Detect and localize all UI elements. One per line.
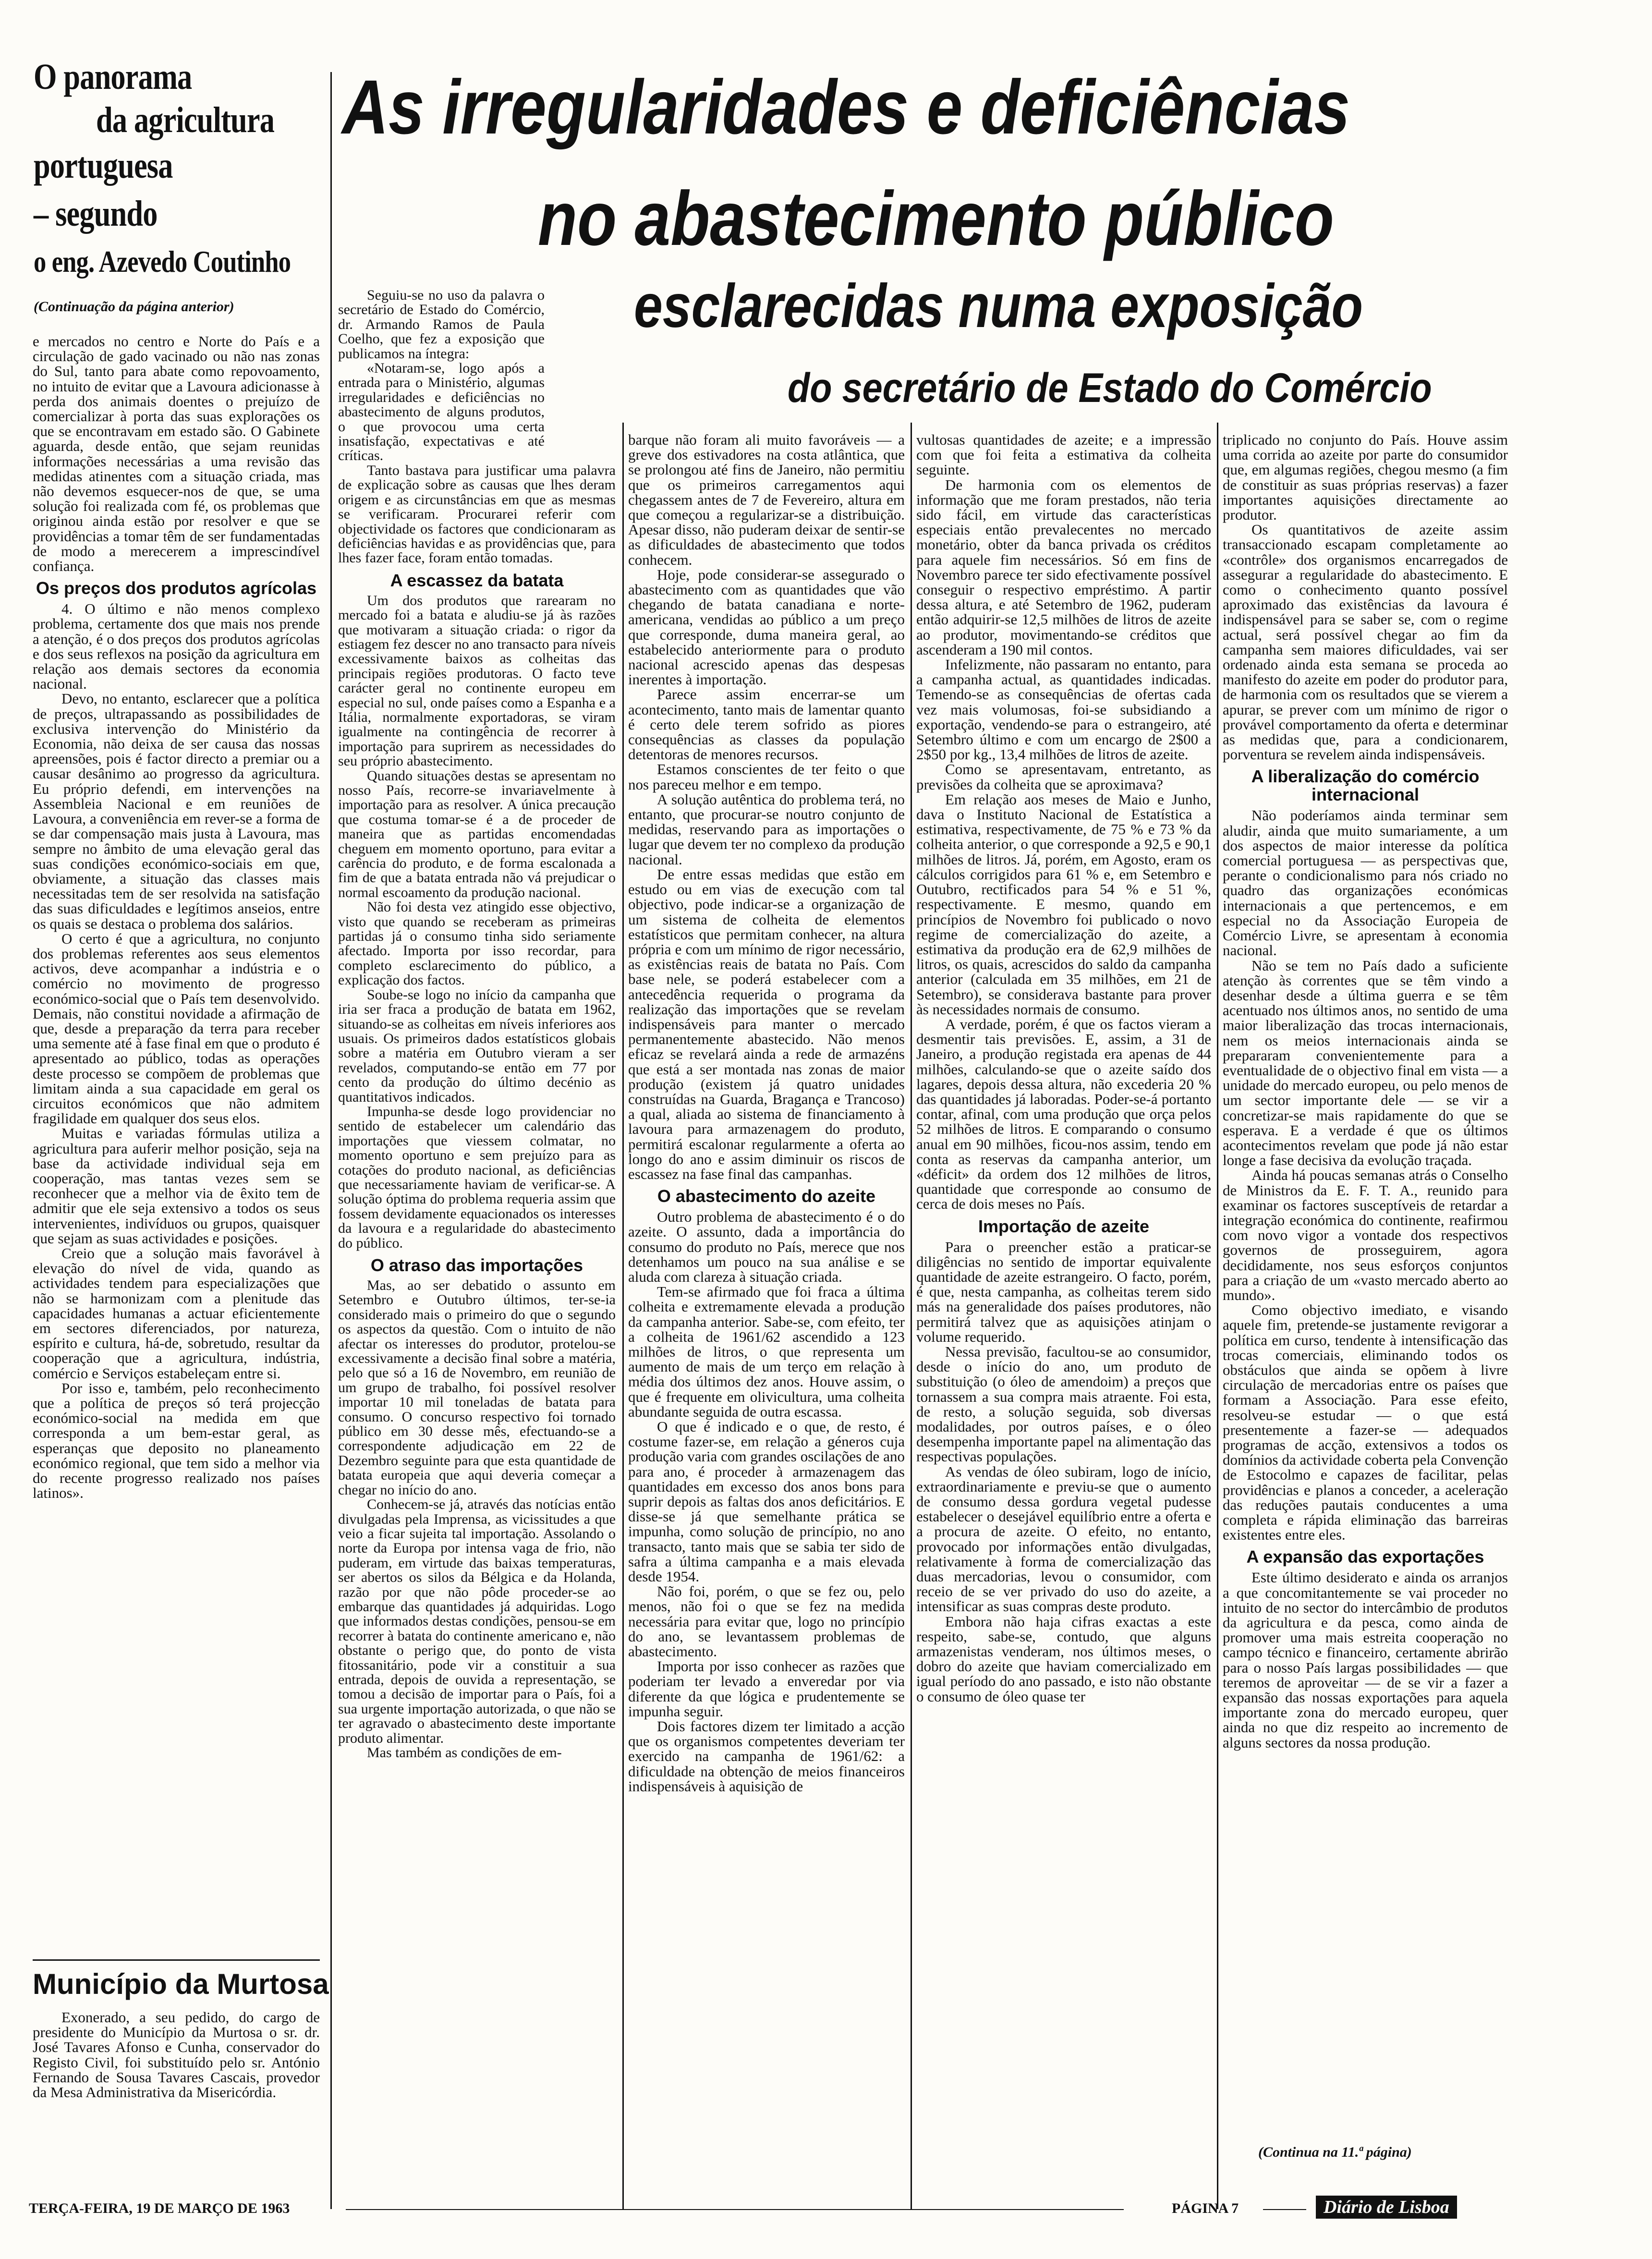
side-headline-line5: o eng. Azevedo Coutinho: [34, 244, 291, 279]
section-heading-batata: A escassez da batata: [390, 570, 564, 590]
footer-rule-left: [346, 2209, 1124, 2210]
footer-page-number: PÁGINA 7: [1172, 2200, 1239, 2216]
paragraph: Não foi, porém, o que se fez ou, pelo menos, não foi o que se fez na medida necessária para evitar que, logo no princípio do ano, se levantassem problemas de abastecimento.: [628, 1583, 905, 1660]
paragraph: Em relação aos meses de Maio e Junho, dava o Instituto Nacional de Estatística a estimativa, respectivamente, de 75 % e 73 % da colheita anterior, o que corresponde a 92,5 e 90,1 milhões de litros. Já, porém, em Agosto, eram os cálculos corrigidos para 61 % e, em Setembro e Outubro, rectificados para 54 % e 51 %, respectivamente. E mesmo, quando em princípios de Novembro foi publicado o novo regime de comercialização do azeite, a estimativa da produção era de 62,9 milhões de litros, os quais, acrescidos do saldo da campanha anterior (calculada em 35 milhões, em 21 de Setembro), se considerava bastante para prover às necessidades normais de consumo.: [916, 790, 1211, 1018]
paragraph: Infelizmente, não passaram no entanto, para a campanha actual, as quantidades indicadas. Temendo-se as consequências de ofertas cada vez mais volumosas, foi-se subsidiando a exportação, vendendo-se para o estrangeiro, até Setembro último e com um encargo de 2$00 a 2$50 por kg., 13,4 milhões de litros de azeite.: [916, 656, 1211, 763]
article-column-2: [338, 288, 616, 2135]
main-headline-line3: esclarecidas numa exposição: [634, 272, 1363, 340]
side-headline-line4: – segundo: [34, 194, 158, 234]
paragraph: Como objectivo imediato, e visando aquele fim, pretende-se justamente revigorar a política em curso, tendente à intensificação das trocas comerciais, eliminando todos os obstáculos que ainda se opõem à livre circulação de mercadorias entre os países que formam a Associação. Para esse efeito, resolveu-se estudar — o que está presentemente a fazer-se — adequados programas de acção, extensivos a todos os domínios da actividade coberta pela Convenção de Estocolmo e capazes de facilitar, pelas providências e planos a conceder, a aceleração das reduções pautais conducentes a uma completa e rápida eliminação das barreiras existentes entre eles.: [1223, 1301, 1508, 1543]
paragraph: Tem-se afirmado que foi fraca a última colheita e extremamente elevada a produção da campanha anterior. Sabe-se, com efeito, ter a colheita de 1961/62 ascendido a 123 milhões de litros, o que representa um aumento de mais de um terço em relação à média dos últimos dez anos. Houve assim, o que é frequente em olivicultura, uma colheita abundante seguida de outra escassa.: [628, 1283, 905, 1420]
paragraph: Estamos conscientes de ter feito o que nos pareceu melhor e em tempo.: [628, 761, 905, 793]
paragraph: triplicado no conjunto do País. Houve assim uma corrida ao azeite por parte do consumidor que, em algumas regiões, chegou mesmo (a fim de constituir as suas próprias reservas) a fazer importantes aquisições directamente ao produtor.: [1223, 432, 1508, 523]
paragraph: Para o preencher estão a praticar-se diligências no sentido de importar equivalente quantidade de azeite estrangeiro. O facto, porém, é que, nesta campanha, as colheitas terem sido más na generalidade dos países produtores, não permitirá talvez que as aquisições atinjam o volume requerido.: [916, 1238, 1211, 1345]
paragraph: Não poderíamos ainda terminar sem aludir, ainda que muito sumariamente, a um dos aspectos de maior interesse da política comercial portuguesa — as perspectivas que, perante o condicionalismo para nós criado no quadro das organizações económicas internacionais a que pertencemos, e em especial no da Associação Europeia de Comércio Livre, se apresentam à economia nacional.: [1223, 807, 1508, 959]
main-headline-line4: do secretário de Estado do Comércio: [788, 365, 1432, 411]
paragraph: De harmonia com os elementos de informação que me foram prestados, não teria sido fácil, em virtude das características especiais então prevalecentes no mercado monetário, obter da banca privada os créditos para aquele fim necessários. Só em fins de Novembro parece ter sido efectivamente possível conseguir o respectivo empréstimo. A partir dessa altura, e até Setembro de 1962, puderam então adquirir-se 12,5 milhões de litros de azeite ao produtor, movimentando-se créditos que ascenderam a 190 mil contos.: [916, 476, 1211, 658]
paragraph: Hoje, pode considerar-se assegurado o abastecimento com as quantidades que vão chegando de batata canadiana e norte-americana, vendidas ao público a um preço que corresponde, duma maneira geral, ao estabelecido anteriormente para o produto nacional acrescido apenas das despesas inerentes à importação.: [628, 566, 905, 688]
section-heading-exportacoes: A expansão das exportações: [1246, 1547, 1484, 1567]
footer-rule-right: [1263, 2209, 1306, 2210]
paragraph: Um dos produtos que rarearam no mercado foi a batata e aludiu-se já às razões que motivaram a situação criada: o rigor da estiagem fez descer no ano transacto para níveis excessivamente baixos as colheitas das principais regiões produtoras. O facto teve carácter geral no continente europeu em especial no sul, onde países como a Espanha e a Itália, normalmente exportadoras, se viram igualmente na contingência de recorrer à importação para suprirem as necessidades do seu próprio abastecimento.: [338, 592, 616, 769]
footer-date: TERÇA-FEIRA, 19 DE MARÇO DE 1963: [29, 2200, 290, 2216]
side-continuation: (Continuação da página anterior): [34, 299, 234, 315]
paragraph: O que é indicado e o que, de resto, é costume fazer-se, em relação a géneros cuja produção varia com grandes oscilações de ano para ano, é proceder à armazenagem das quantidades em excesso dos anos bons para suprir depois as faltas dos anos deficitários. E disse-se já que semelhante prática se impunha, como solução de princípio, no ano transacto, tanto mais que se sabia ter sido de safra a última campanha e a mais elevada desde 1954.: [628, 1418, 905, 1585]
column-rule-1: [330, 72, 332, 2209]
paragraph: Não foi desta vez atingido esse objectivo, visto que quando se receberam as primeiras partidas já o consumo tinha sido seriamente afectado. Importa por isso recordar, para completo esclarecimento do público, a explicação dos factos.: [338, 899, 616, 988]
municipio-top-rule: [33, 1959, 320, 1961]
article-column-4: [916, 432, 1211, 2132]
paragraph: «Notaram-se, logo após a entrada para o Ministério, algumas irregularidades e deficiências no abastecimento de alguns produtos, o que provocou uma certa insatisfação, expectativas e até críticas.: [338, 360, 545, 464]
article-column-5: [1223, 432, 1508, 2132]
paragraph: barque não foram ali muito favoráveis — a greve dos estivadores na costa atlântica, que se prolongou até fins de Janeiro, não permitiu que os primeiros carregamentos aqui chegassem antes de 7 de Fevereiro, altura em que começou a regularizar-se a distribuição. Apesar disso, não puderam deixar de sentir-se as dificuldades de abastecimento que todos conhecem.: [628, 432, 905, 568]
paragraph: Como se apresentavam, entretanto, as previsões da colheita que se aproximava?: [916, 761, 1211, 793]
side-headline-line2: da agricultura: [96, 100, 275, 140]
column-rule-3: [911, 423, 912, 2209]
paragraph: Conhecem-se já, através das notícias então divulgadas pela Imprensa, as vicissitudes a que veio a ficar sujeita tal importação. Assolando o norte da Europa por intensa vaga de frio, não puderam, em virtude das baixas temperaturas, ser abertos os silos da Bélgica e da Holanda, razão por que não pôde proceder-se ao embarque das quantidades já adquiridas. Logo que informados destas condições, pensou-se em recorrer à batata do continente americano e, não obstante o perigo que, do ponto de vista fitossanitário, pode vir a constituir a sua entrada, depois de ouvida a representação, se tomou a decisão de importar para o País, foi a sua urgente importação autorizada, o que não se ter agravado o abastecimento deste importante produto alimentar.: [338, 1496, 616, 1746]
paragraph: Impunha-se desde logo providenciar no sentido de estabelecer um calendário das importações que viessem colmatar, no momento oportuno e sem prejuízo para as cotações do produto nacional, as deficiências que necessariamente haviam de verificar-se. A solução óptima do problema requeria assim que fossem devidamente equacionados os interesses da lavoura e a regularidade do abastecimento do público.: [338, 1103, 616, 1251]
continuation-note: (Continua na 11.ª página): [1258, 2144, 1412, 2160]
paragraph: Seguiu-se no uso da palavra o secretário de Estado do Comércio, dr. Armando Ramos de Paula Coelho, que fez a exposição que publicamos na íntegra:: [338, 288, 545, 362]
section-heading-liberalizacao: A liberalização do comércio internacional: [1251, 766, 1480, 805]
paragraph: Exonerado, a seu pedido, do cargo de presidente do Município da Murtosa o sr. dr. José Tavares Afonso e Cunha, conservador do Registo Civil, foi substituído pelo sr. António Fernando de Sousa Tavares Cascais, provedor da Mesa Administrativa da Misericórdia.: [33, 2010, 320, 2101]
paragraph: Dois factores dizem ter limitado a acção que os organismos competentes deveriam ter exercido na campanha de 1961/62: a dificuldade na obtenção de meios financeiros indispensáveis à aquisição de: [628, 1718, 905, 1795]
paragraph: Soube-se logo no início da campanha que iria ser fraca a produção de batata em 1962, situando-se as colheitas em níveis inferiores aos usuais. Os primeiros dados estatísticos globais sobre a matéria em Outubro vieram a ser revelados, computando-se então em 77 por cento da produção do último decénio as quantitativos indicados.: [338, 986, 616, 1105]
paragraph: Outro problema de abastecimento é o do azeite. O assunto, dada a importância do consumo do produto no País, merece que nos detenhamos um pouco na sua análise e se aluda com clareza à situação criada.: [628, 1208, 905, 1285]
municipio-title: Município da Murtosa: [33, 1968, 329, 2000]
section-heading-importacao-azeite: Importação de azeite: [978, 1216, 1150, 1236]
paragraph: Não se tem no País dado a suficiente atenção às correntes que se têm vindo a desenhar desde a última guerra e se têm acentuado nos últimos anos, no sentido de uma maior liberalização das trocas internacionais, nem os meios internacionais ainda se prepararam convenientemente para a eventualidade de o objectivo final em vista — a unidade do mercado europeu, ou pelo menos de um sector importante dele — se vir a concretizar-se mais rapidamente do que se esperava. E a verdade é que os últimos acontecimentos revelam que pode já não estar longe a fase decisiva da evolução traçada.: [1223, 957, 1508, 1169]
paragraph: Por isso e, também, pelo reconhecimento que a política de preços só terá projecção económico-social na medida em que corresponda a um bem-estar geral, as esperanças que deposito no planeamento económico regional, que tem sido a melhor via do recente progresso realizado nos países latinos».: [33, 1379, 320, 1502]
main-headline-line2: no abastecimento público: [538, 175, 1334, 261]
paragraph: Tanto bastava para justificar uma palavra de explicação sobre as causas que lhes deram origem e as circunstâncias em que as mesmas se verificaram. Procurarei referir com objectividade os factores que condicionaram as deficiências havidas e as providências que, para lhes fazer face, foram então tomadas.: [338, 462, 616, 566]
main-headline-line1: As irregularidades e deficiências: [342, 64, 1350, 150]
paragraph: Nessa previsão, facultou-se ao consumidor, desde o início do ano, um produto de substituição (o óleo de amendoim) a preços que tornassem a sua compra mais atraente. Foi esta, de resto, a solução seguida, sob diversas modalidades, por outros países, e o óleo desempenha importante papel na alimentação das respectivas populações.: [916, 1343, 1211, 1465]
paragraph: Embora não haja cifras exactas a este respeito, sabe-se, contudo, que alguns armazenistas venderam, nos últimos meses, o dobro do azeite que haviam comercializado em igual período do ano passado, e isto não obstante o consumo de óleo quase ter: [916, 1613, 1211, 1705]
section-heading-importacoes: O atraso das importações: [370, 1255, 583, 1275]
column-rule-4: [1217, 423, 1218, 2209]
masthead-logo: Diário de Lisboa: [1316, 2196, 1457, 2219]
paragraph: O certo é que a agricultura, no conjunto dos problemas referentes aos seus elementos activos, deve acompanhar a indústria e o comércio no movimento de progresso económico-social que o País tem desenvolvido. Demais, não constitui novidade a afirmação de que, desde a preparação da terra para receber uma semente até à fase final em que o produto é apresentado ao público, todas as operações deste processo se compõem de problemas que limitam ainda a sua capacidade em geral os circuitos económicos que não admitem fragilidade em qualquer dos seus elos.: [33, 930, 320, 1127]
section-heading-precos: Os preços dos produtos agrícolas: [36, 578, 317, 598]
paragraph: Devo, no entanto, esclarecer que a política de preços, ultrapassando as possibilidades de exclusiva intervenção do Ministério da Economia, não deixa de ser causa das nossas apreensões, pois é factor directo a premiar ou a causar desânimo ao progresso da agricultura. Eu próprio defendi, em intervenções na Assembleia Nacional e em reuniões de Lavoura, a conveniência em rever-se a forma de se dar compensação mais justa à Lavoura, mas sempre no âmbito de uma elevação geral das suas condições económico-sociais em que, obviamente, a situação das classes mais necessitadas tem de ser resolvida na satisfação das suas dificuldades e legítimos anseios, entre os quais se destaca o problema dos salários.: [33, 690, 320, 932]
paragraph: De entre essas medidas que estão em estudo ou em vias de execução com tal objectivo, pode indicar-se a organização de um sistema de colheita de elementos estatísticos que permitam conhecer, na altura própria e com um mínimo de rigor necessário, as existências reais de batata no País. Com base nele, se poderá estabelecer com a antecedência requerida o programa da realização das importações que se revelam indispensáveis para manter o mercado permanentemente abastecido. Não menos eficaz se revelará ainda a rede de armazéns que está a ser montada nas zonas de maior produção (existem já quatro unidades construídas na Guarda, Bragança e Trancoso) a qual, aliada ao sistema de financiamento à lavoura para armazenagem do produto, permitirá escalonar regularmente a oferta ao longo do ano e assim diminuir os riscos de escassez na fase final das campanhas.: [628, 865, 905, 1182]
paragraph: Os quantitativos de azeite assim transaccionado escapam completamente ao «contrôle» dos organismos encarregados de assegurar a regularidade do abastecimento. E como o conhecimento quanto possível aproximado das existências da lavoura é indispensável para se saber se, com o regime actual, será possível chegar ao fim da campanha sem maiores dificuldades, vai ser ordenado ainda esta semana se proceda ao manifesto do azeite em poder do produtor para, de harmonia com os resultados que se vierem a apurar, se prever com um mínimo de rigor o provável comportamento da oferta e determinar as medidas que, para a condicionarem, porventura se revelem ainda indispensáveis.: [1223, 521, 1508, 763]
paragraph: Muitas e variadas fórmulas utiliza a agricultura para auferir melhor posição, seja na base da actividade individual seja em cooperação, mas tantas vezes sem se reconhecer que a melhor via de êxito tem de admitir que ele seja extensivo a todos os seus intervenientes, indivíduos ou grupos, quaisquer que sejam as suas actividades e posições.: [33, 1125, 320, 1247]
paragraph: As vendas de óleo subiram, logo de início, extraordinariamente e previu-se que o aumento de consumo dessa gordura vegetal pudesse estabelecer o desejável equilíbrio entre a oferta e a procura de azeite. O efeito, no entanto, provocado por informações então divulgadas, relativamente à forma de comercialização das duas mercadorias, levou o consumidor, com receio de se ver privado do uso do azeite, a intensificar as suas compras deste produto.: [916, 1463, 1211, 1615]
paragraph: Ainda há poucas semanas atrás o Conselho de Ministros da E. F. T. A., reunido para examinar os factores susceptíveis de retardar a integração económica do continente, reafirmou com novo vigor a vontade dos respectivos governos de prosseguirem, agora decididamente, nos seus esforços conjuntos para a criação de um «vasto mercado aberto ao mundo».: [1223, 1166, 1508, 1303]
paragraph: A verdade, porém, é que os factos vieram a desmentir tais previsões. E, assim, a 31 de Janeiro, a produção registada era apenas de 44 milhões, calculando-se que o azeite saído dos lagares, depois dessa altura, não excederia 20 % das quantidades já laboradas. Poder-se-á portanto contar, afinal, com uma produção que orça pelos 52 milhões de litros. E comparando o consumo anual em 90 milhões, ficou-nos assim, tendo em conta as reservas da campanha anterior, um «déficit» da ordem dos 12 milhões de litros, quantidade que corresponde ao consumo de cerca de dois meses no País.: [916, 1015, 1211, 1213]
article-column-3: [628, 432, 905, 2132]
side-headline-line3: portuguesa: [34, 146, 173, 186]
paragraph: Mas, ao ser debatido o assunto em Setembro e Outubro últimos, ter-se-ia considerado mais o primeiro do que o segundo os aspectos da questão. Com o intuito de não afectar os interesses do produtor, protelou-se excessivamente a decisão final sobre a matéria, pelo que só a 16 de Novembro, em reunião de um grupo de trabalho, foi possível resolver importar 10 mil toneladas de batata para consumo. O concurso respectivo foi tornado público em 30 desse mês, efectuando-se a correspondente adjudicação em 22 de Dezembro seguinte para que esta quantidade de batata europeia que aqui deveria começar a chegar no início do ano.: [338, 1277, 616, 1498]
municipio-text: [33, 2010, 320, 2123]
paragraph: Importa por isso conhecer as razões que poderiam ter levado a enveredar por via diferente da que lógica e prudentemente se impunha seguir.: [628, 1658, 905, 1720]
article-agricultura-column: [33, 334, 320, 1952]
column-rule-2: [622, 423, 624, 2209]
paragraph: A solução autêntica do problema terá, no entanto, que procurar-se noutro conjunto de medidas, reservando para as importações o lugar que devem ter no complexo da produção nacional.: [628, 790, 905, 868]
section-heading-azeite: O abastecimento do azeite: [657, 1186, 876, 1206]
paragraph: vultosas quantidades de azeite; e a impressão com que foi feita a estimativa da colheita seguinte.: [916, 432, 1211, 478]
paragraph: Creio que a solução mais favorável à elevação do nível de vida, quando as actividades tendem para especializações que não se harmonizam com a plenitude das capacidades humanas a actuar eficientemente em sectores diferenciados, por natureza, espírito e cultura, há-de, sobretudo, resultar da cooperação que a agricultura, indústria, comércio e Serviços estabeleçam entre si.: [33, 1244, 320, 1382]
paragraph: Este último desiderato e ainda os arranjos a que concomitantemente se vai proceder no intuito de no sector do intercâmbio de produtos da agricultura e da pesca, como ainda de promover uma mais estreita cooperação no campo técnico e financeiro, certamente abrirão para o nosso País largas possibilidades — que teremos de aproveitar — de se vir a fazer a expansão das nossas exportações para aquela importante zona do mercado europeu, quer ainda no que diz respeito ao incremento de alguns sectores da nossa produção.: [1223, 1569, 1508, 1751]
paragraph: e mercados no centro e Norte do País e a circulação de gado vacinado ou não nas zonas do Sul, tanto para abate como repovoamento, no intuito de evitar que a Lavoura adicionasse à perda dos animais doentes o prejuízo de comercializar à porta das suas explorações os que se encontravam em estado são. O Gabinete aguarda, desde então, que sejam reunidas informações necessárias a uma revisão das medidas atinentes com a situação criada, mas não devemos esquecer-nos de que, se uma solução foi realizada com fé, os problemas que originou ainda estão por resolver e que se providências a tomar têm de ser fundamentadas de modo a merecerem a imprescindível confiança.: [33, 334, 320, 575]
paragraph: Quando situações destas se apresentam no nosso País, recorre-se invariavelmente à importação para as resolver. A única precaução que costuma tomar-se é a de proceder de maneira que as partidas encomendadas cheguem em momento oportuno, para evitar a carência do produto, e de forma escalonada a fim de que a batata entrada não vá prejudicar o normal escoamento da produção nacional.: [338, 767, 616, 900]
paragraph: Mas também as condições de em-: [367, 1745, 562, 1761]
paragraph: Parece assim encerrar-se um acontecimento, tanto mais de lamentar quanto é certo dele terem sofrido as piores consequências as classes da população detentoras de menores recursos.: [628, 686, 905, 763]
paragraph: 4. O último e não menos complexo problema, certamente dos que mais nos prende a atenção, é o dos preços dos produtos agrícolas e dos seus reflexos na posição da agricultura em relação aos demais sectores da economia nacional.: [33, 600, 320, 692]
side-headline-line1: O panorama: [34, 57, 192, 97]
